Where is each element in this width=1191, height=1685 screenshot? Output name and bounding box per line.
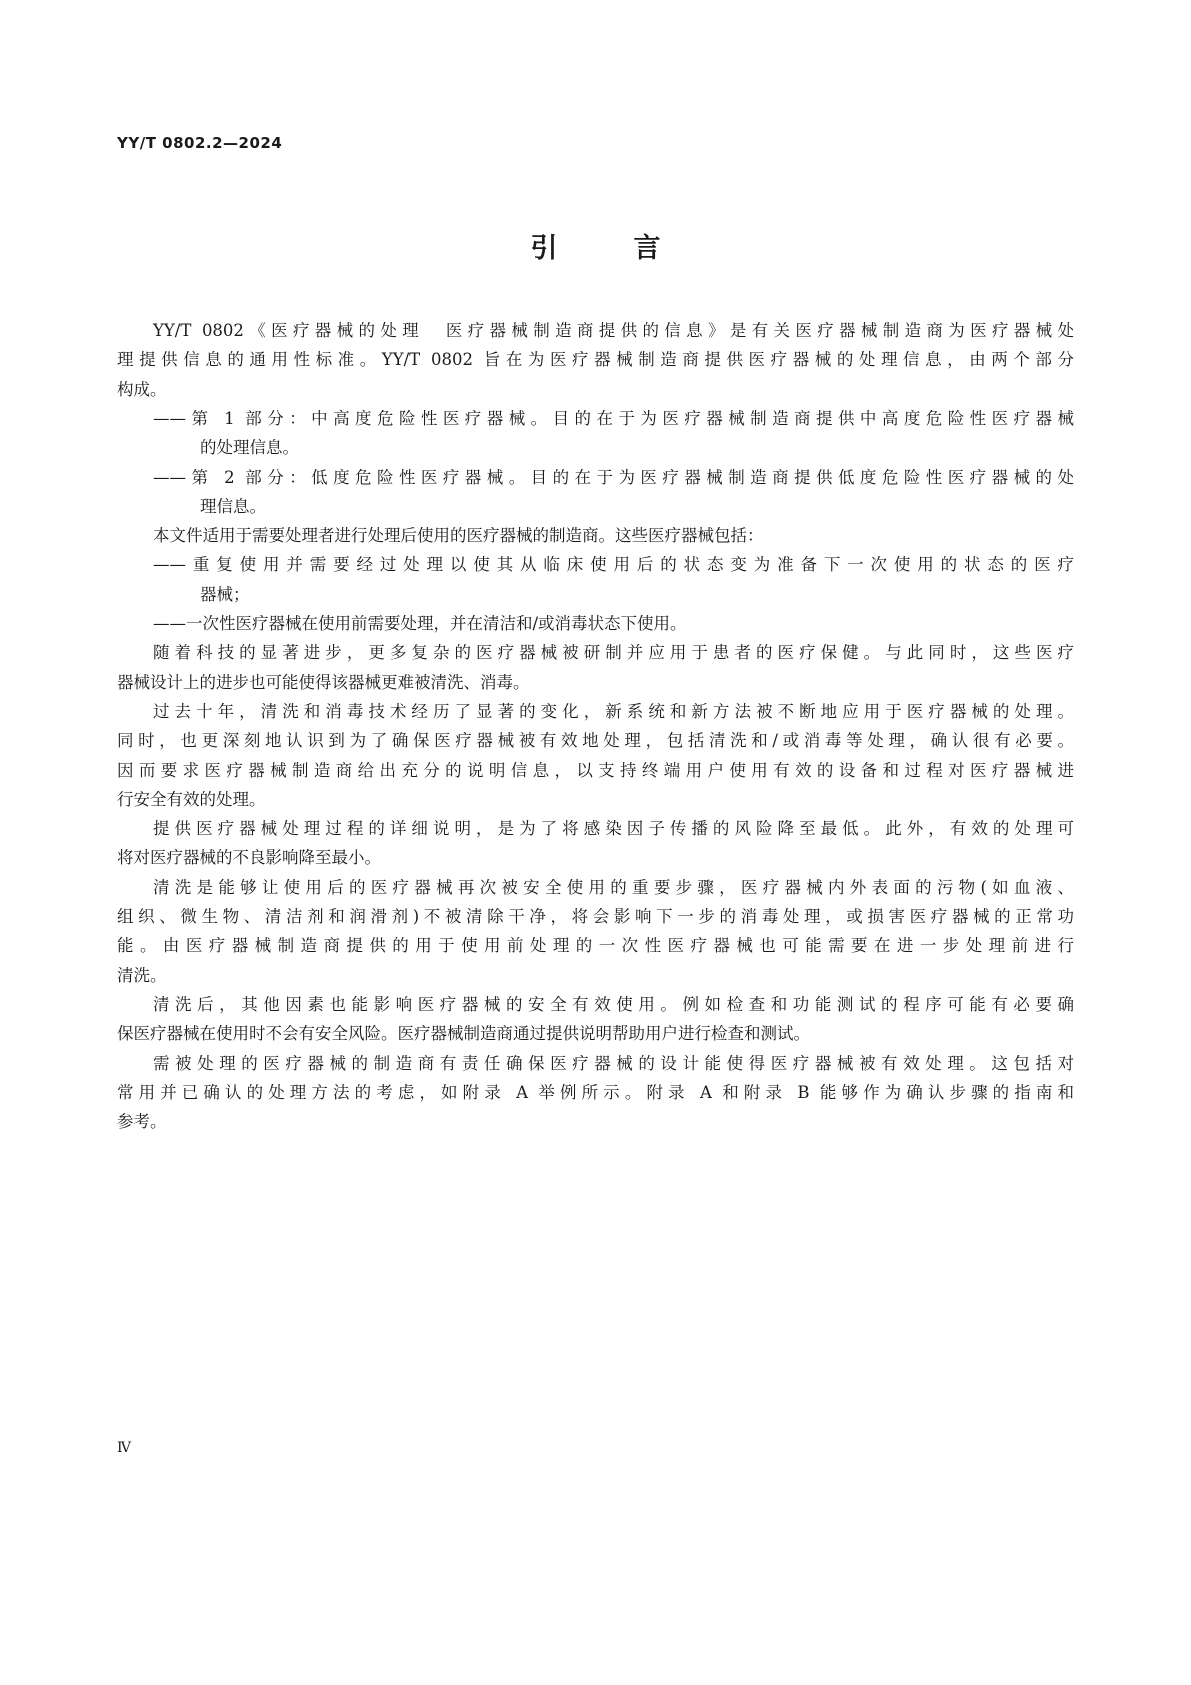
paragraph-line: 提供医疗器械处理过程的详细说明，是为了将感染因子传播的风险降至最低。此外，有效的处理可 [153, 819, 1074, 839]
list-item-line: 器械； [200, 584, 250, 604]
title-char: 言 [633, 233, 661, 264]
list-item-line: ——第 1 部分：中高度危险性医疗器械。目的在于为医疗器械制造商提供中高度危险性医疗器械 [153, 408, 1074, 428]
paragraph-line: 过去十年，清洗和消毒技术经历了显著的变化，新系统和新方法被不断地应用于医疗器械的处理。 [153, 701, 1074, 721]
paragraph-line: 保医疗器械在使用时不会有安全风险。医疗器械制造商通过提供说明帮助用户进行检查和测试。 [117, 1024, 810, 1044]
paragraph-line: 随着科技的显著进步，更多复杂的医疗器械被研制并应用于患者的医疗保健。与此同时，这些医疗 [153, 643, 1074, 663]
title-char: 引 [530, 233, 558, 264]
paragraph-line: 组织、微生物、清洁剂和润滑剂)不被清除干净，将会影响下一步的消毒处理，或损害医疗器械的正常功 [117, 907, 1074, 926]
list-item-line: 理信息。 [200, 496, 266, 516]
paragraph-line: 参考。 [117, 1112, 167, 1132]
list-item-line: ——一次性医疗器械在使用前需要处理，并在清洁和/或消毒状态下使用。 [153, 614, 687, 633]
standard-number: YY/T 0802.2—2024 [117, 134, 283, 152]
paragraph-line: 清洗后，其他因素也能影响医疗器械的安全有效使用。例如检查和功能测试的程序可能有必要确 [153, 994, 1074, 1014]
paragraph-line: 器械设计上的进步也可能使得该器械更难被清洗、消毒。 [117, 672, 530, 692]
paragraph-line: 同时，也更深刻地认识到为了确保医疗器械被有效地处理，包括清洗和/或消毒等处理，确认很有必要。 [117, 731, 1074, 751]
paragraph-line: 本文件适用于需要处理者进行处理后使用的医疗器械的制造商。这些医疗器械包括： [153, 526, 764, 546]
list-item-line: ——第 2 部分：低度危险性医疗器械。目的在于为医疗器械制造商提供低度危险性医疗器械的处 [153, 467, 1074, 487]
paragraph-line: 行安全有效的处理。 [117, 789, 266, 809]
paragraph-line: 清洗是能够让使用后的医疗器械再次被安全使用的重要步骤，医疗器械内外表面的污物(如血液、 [153, 877, 1074, 897]
list-item-line: ——重复使用并需要经过处理以使其从临床使用后的状态变为准备下一次使用的状态的医疗 [153, 555, 1074, 575]
paragraph-line: 构成。 [117, 379, 167, 399]
paragraph-line: 理提供信息的通用性标准。YY/T 0802 旨在为医疗器械制造商提供医疗器械的处理信息，由两个部分 [117, 350, 1074, 370]
paragraph-line: 需被处理的医疗器械的制造商有责任确保医疗器械的设计能使得医疗器械被有效处理。这包括对 [153, 1053, 1074, 1073]
paragraph-line: 将对医疗器械的不良影响降至最小。 [117, 848, 381, 868]
section-title [0, 226, 1191, 265]
paragraph-line: 能。由医疗器械制造商提供的用于使用前处理的一次性医疗器械也可能需要在进一步处理前进行 [117, 936, 1074, 956]
paragraph-line: 常用并已确认的处理方法的考虑，如附录 A 举例所示。附录 A 和附录 B 能够作为确认步骤的指南和 [117, 1082, 1074, 1102]
list-item-line: 的处理信息。 [200, 438, 299, 458]
paragraph-line: 清洗。 [117, 965, 167, 985]
paragraph-line: 因而要求医疗器械制造商给出充分的说明信息，以支持终端用户使用有效的设备和过程对医疗器械进 [117, 760, 1074, 780]
page-number: Ⅳ [117, 1440, 131, 1456]
paragraph-line: YY/T 0802《医疗器械的处理 医疗器械制造商提供的信息》是有关医疗器械制造商为医疗器械处 [153, 321, 1074, 340]
